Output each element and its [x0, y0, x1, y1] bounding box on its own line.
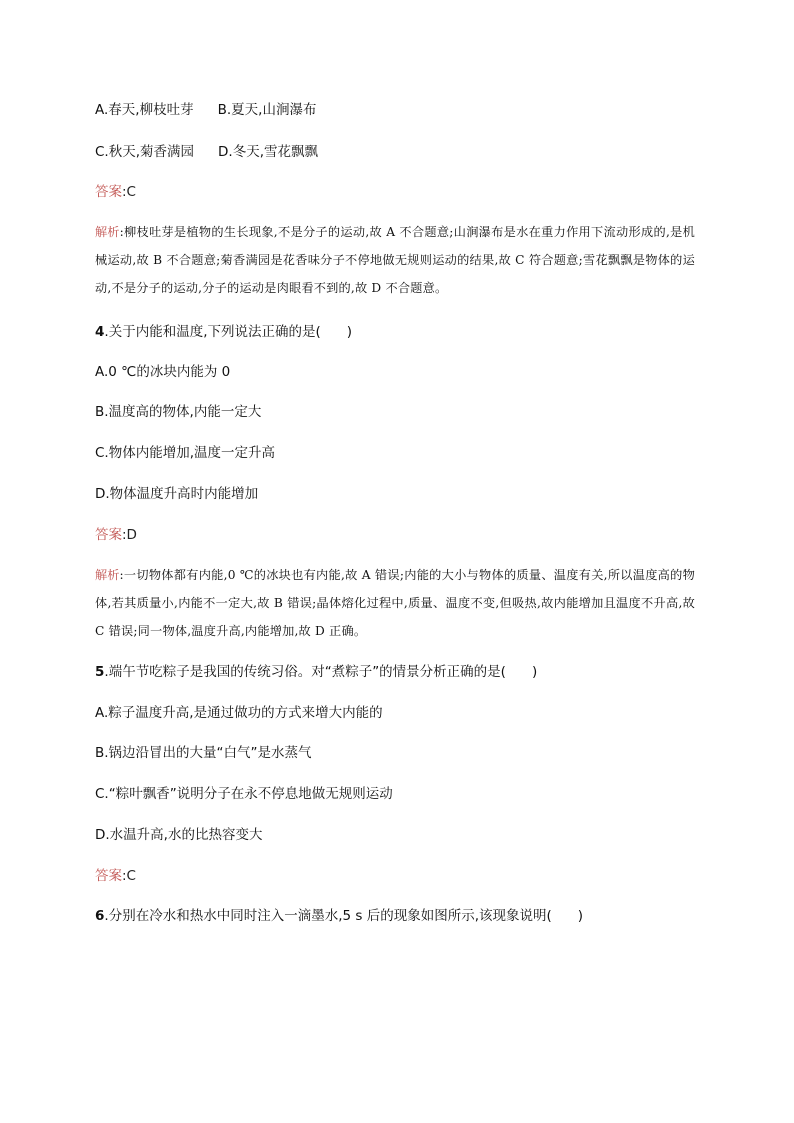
question-text: .端午节吃粽子是我国的传统习俗。对“煮粽子”的情景分析正确的是(	[104, 664, 506, 680]
q6-stem	[95, 907, 583, 925]
q3-option-b: B.夏天,山涧瀑布	[217, 102, 317, 118]
question-number: 6	[95, 908, 105, 924]
q5-stem	[95, 663, 537, 681]
q3-option-a: A.春天,柳枝吐芽	[95, 102, 194, 118]
answer-label: 答案	[95, 527, 122, 543]
answer-label: 答案	[95, 868, 122, 884]
explanation-text: :柳枝吐芽是植物的生长现象,不是分子的运动,故 A 不合题意;山涧瀑布是水在重力作用下流动形成的,是机械运动,故 B 不合题意;菊香满园是花香味分子不停地做无规则运动的结果,故 C 符合题意;雪花飘飘是物体的运动,不是分子的运动,分子的运动是肉眼看不到的,故 D 不合题意。	[95, 225, 695, 295]
explanation-label: 解析	[95, 225, 120, 239]
q3-answer	[95, 183, 136, 201]
q5-option-d: D.水温升高,水的比热容变大	[95, 827, 263, 843]
answer-value: :C	[122, 868, 136, 884]
q5-option-b: B.锅边沿冒出的大量“白气”是水蒸气	[95, 745, 312, 761]
question-paren-close: )	[531, 664, 538, 680]
answer-label: 答案	[95, 184, 122, 200]
q5-answer	[95, 867, 136, 885]
question-number: 4	[95, 324, 105, 340]
q3-options-row-2	[95, 143, 318, 161]
q3-option-d: D.冬天,雪花飘飘	[218, 144, 318, 160]
q4-stem	[95, 323, 352, 341]
explanation-label: 解析	[95, 568, 120, 582]
q4-option-a: A.0 ℃的冰块内能为 0	[95, 364, 231, 380]
q5-option-a: A.粽子温度升高,是通过做功的方式来增大内能的	[95, 705, 383, 721]
answer-value: :D	[122, 527, 137, 543]
question-paren-close: )	[346, 324, 353, 340]
question-text: .分别在冷水和热水中同时注入一滴墨水,5 s 后的现象如图所示,该现象说明(	[104, 908, 552, 924]
answer-value: :C	[122, 184, 136, 200]
q5-option-c: C.“粽叶飘香”说明分子在永不停息地做无规则运动	[95, 786, 393, 802]
q4-option-c: C.物体内能增加,温度一定升高	[95, 445, 276, 461]
explanation-text: :一切物体都有内能,0 ℃的冰块也有内能,故 A 错误;内能的大小与物体的质量、温度有关,所以温度高的物体,若其质量小,内能不一定大,故 B 错误;晶体熔化过程中,质量、温度不变,但吸热,故内能增加且温度不升高,故 C 错误;同一物体,温度升高,内能增加,故 D 正确。	[95, 568, 695, 638]
q4-option-d: D.物体温度升高时内能增加	[95, 486, 259, 502]
q3-explanation	[95, 218, 695, 302]
q4-explanation	[95, 561, 695, 645]
question-number: 5	[95, 664, 105, 680]
question-paren-close: )	[577, 908, 584, 924]
q4-answer	[95, 526, 137, 544]
q3-options-row-1	[95, 101, 316, 119]
question-text: .关于内能和温度,下列说法正确的是(	[104, 324, 321, 340]
q3-option-c: C.秋天,菊香满园	[95, 144, 195, 160]
q4-option-b: B.温度高的物体,内能一定大	[95, 404, 262, 420]
